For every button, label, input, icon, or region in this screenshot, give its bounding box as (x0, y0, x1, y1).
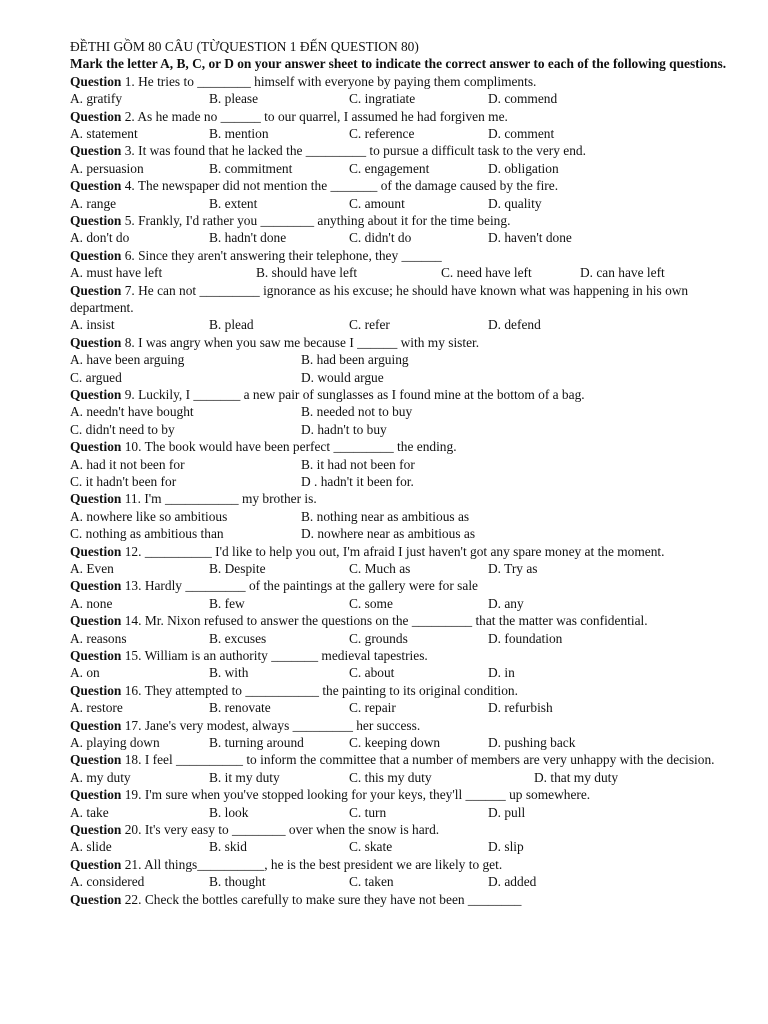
question-text: It's very easy to ________ over when the snow is hard. (144, 821, 440, 837)
answer-option-d[interactable]: D. slip (488, 839, 524, 855)
question-label: Question (70, 439, 122, 455)
answer-option-c[interactable]: C. grounds (349, 630, 408, 646)
question-stem (70, 438, 748, 455)
answer-option-d[interactable]: D. in (488, 665, 515, 681)
answer-options (70, 508, 748, 543)
answer-option-c[interactable]: C. repair (349, 700, 396, 716)
answer-option-b[interactable]: B. Despite (209, 561, 266, 577)
answer-option-b[interactable]: B. commitment (209, 160, 293, 176)
question-number: 10. (124, 439, 142, 455)
answer-option-d[interactable]: D. can have left (580, 265, 665, 281)
answer-option-d[interactable]: D. nowhere near as ambitious as (301, 526, 476, 542)
answer-option-b[interactable]: B. skid (209, 839, 247, 855)
answer-option-d[interactable]: D . hadn't it been for. (301, 474, 414, 489)
question-label: Question (70, 543, 122, 559)
answer-option-d[interactable]: D. that my duty (534, 769, 619, 785)
answer-options (70, 316, 748, 333)
answer-option-b[interactable]: B. nothing near as ambitious as (301, 508, 470, 524)
question-stem (70, 891, 748, 908)
question-text: It was found that he lacked the _________ to pursue a difficult task to the very end. (138, 143, 586, 159)
question-number: 16. (124, 682, 142, 698)
answer-option-a[interactable]: A. must have left (70, 265, 163, 281)
question-text: He tries to ________ himself with everyone by paying them compliments. (138, 73, 537, 89)
question-label: Question (70, 108, 122, 124)
answer-options (70, 804, 748, 821)
question-text: I was angry when you saw me because I ______ with my sister. (138, 334, 480, 350)
question-number: 17. (124, 717, 142, 733)
question-text: He can not _________ ignorance as his excuse; he should have known what was happening in his own department. (70, 282, 689, 315)
answer-option-d[interactable]: D. pushing back (488, 735, 576, 750)
answer-option-c[interactable]: C. refer (349, 317, 390, 333)
answer-option-b[interactable]: B. with (209, 665, 249, 681)
question-label: Question (70, 717, 122, 733)
question-label: Question (70, 682, 122, 698)
answer-options (70, 125, 748, 142)
answer-options (70, 90, 748, 107)
question-number: 3. (124, 143, 135, 159)
question-number: 22. (124, 891, 142, 907)
answer-option-a[interactable]: A. take (70, 804, 109, 820)
answer-option-b[interactable]: B. excuses (209, 630, 267, 646)
question-text: Check the bottles carefully to make sure they have not been ________ (144, 891, 522, 907)
answer-option-d[interactable]: D. would argue (301, 369, 384, 385)
question-stem (70, 821, 748, 838)
answer-option-c[interactable]: C. need have left (441, 265, 532, 281)
answer-options (70, 630, 748, 647)
answer-option-c[interactable]: C. engagement (349, 160, 430, 176)
answer-option-a[interactable]: A. none (70, 595, 113, 611)
answer-option-c[interactable]: C. Much as (349, 561, 411, 577)
question-text: The book would have been perfect _________ the ending. (144, 439, 457, 455)
answer-option-b[interactable]: B. renovate (209, 700, 271, 716)
question-text: I'm ___________ my brother is. (144, 491, 317, 507)
answer-option-a[interactable]: A. have been arguing (70, 352, 185, 368)
question-stem (70, 612, 748, 629)
question-text: Since they aren't answering their telephone, they ______ (138, 247, 442, 263)
answer-option-d[interactable]: D. hadn't to buy (301, 421, 387, 437)
answer-option-d[interactable]: D. obligation (488, 160, 559, 176)
answer-option-b[interactable]: B. mention (209, 126, 269, 142)
answer-options (70, 838, 748, 855)
answer-option-b[interactable]: B. extent (209, 195, 258, 211)
answer-option-a[interactable]: A. nowhere like so ambitious (70, 508, 228, 524)
answer-options (70, 595, 748, 612)
answer-option-d[interactable]: D. defend (488, 317, 541, 333)
question-stem (70, 212, 748, 229)
answer-option-a[interactable]: A. range (70, 195, 117, 211)
answer-option-d[interactable]: D. haven't done (488, 230, 572, 246)
answer-options (70, 664, 748, 681)
answer-option-c[interactable]: C. skate (349, 839, 393, 855)
answer-options (70, 264, 748, 281)
question-label: Question (70, 334, 122, 350)
answer-options (70, 456, 748, 491)
question-number: 20. (124, 821, 142, 837)
question-text: William is an authority _______ medieval tapestries. (144, 648, 428, 663)
answer-option-a[interactable]: A. on (70, 665, 100, 681)
question-stem (70, 73, 748, 90)
question-number: 18. (124, 752, 142, 768)
answer-option-a[interactable]: A. needn't have bought (70, 404, 194, 420)
answer-option-b[interactable]: B. it my duty (209, 769, 280, 785)
question-label: Question (70, 648, 122, 663)
answer-option-b[interactable]: B. needed not to buy (301, 404, 413, 420)
answer-options (70, 560, 748, 577)
question-stem (70, 751, 748, 768)
answer-option-c[interactable]: C. about (349, 665, 395, 681)
question-label: Question (70, 282, 122, 298)
answer-options (70, 403, 748, 438)
answer-options (70, 160, 748, 177)
answer-option-a[interactable]: A. had it not been for (70, 456, 185, 472)
answer-options (70, 769, 748, 786)
question-label: Question (70, 787, 122, 803)
answer-options (70, 351, 748, 386)
question-stem (70, 543, 748, 560)
question-number: 11. (124, 491, 141, 507)
answer-option-b[interactable]: B. turning around (209, 735, 304, 750)
answer-option-c[interactable]: C. amount (349, 195, 405, 211)
question-stem (70, 142, 748, 159)
answer-option-b[interactable]: B. had been arguing (301, 352, 409, 368)
answer-option-a[interactable]: A. Even (70, 561, 114, 577)
question-label: Question (70, 213, 122, 228)
answer-option-c[interactable]: C. nothing as ambitious than (70, 526, 224, 542)
question-number: 12. (124, 543, 142, 559)
question-text: They attempted to ___________ the painting to its original condition. (144, 682, 518, 698)
question-text: Hardly _________ of the paintings at the gallery were for sale (144, 578, 478, 594)
question-text: All things__________, he is the best president we are likely to get. (144, 856, 503, 872)
question-text: Mr. Nixon refused to answer the questions on the _________ that the matter was confidential. (144, 613, 648, 629)
question-label: Question (70, 856, 122, 872)
question-number: 8. (124, 334, 135, 350)
question-number: 21. (124, 856, 142, 872)
question-label: Question (70, 891, 122, 907)
question-stem (70, 717, 748, 734)
question-stem (70, 177, 748, 194)
exam-title: ĐỀTHI GỒM 80 CÂU (TỪQUESTION 1 ĐẾN QUESTION 80) (70, 39, 419, 54)
question-label: Question (70, 578, 122, 594)
answer-option-c[interactable]: C. didn't need to by (70, 421, 175, 437)
question-number: 14. (124, 613, 142, 629)
answer-option-d[interactable]: D. refurbish (488, 700, 553, 716)
answer-option-b[interactable]: B. please (209, 91, 259, 107)
question-text: __________ I'd like to help you out, I'm afraid I just haven't got any spare money at the moment. (144, 543, 665, 559)
question-text: I'm sure when you've stopped looking for your keys, they'll ______ up somewhere. (144, 787, 591, 803)
answer-options (70, 195, 748, 212)
answer-options (70, 734, 748, 751)
answer-options (70, 873, 748, 890)
question-label: Question (70, 178, 122, 194)
question-number: 13. (124, 578, 142, 594)
answer-option-a[interactable]: A. slide (70, 839, 112, 855)
question-number: 2. (124, 108, 135, 124)
answer-option-a[interactable]: A. persuasion (70, 160, 144, 176)
question-number: 4. (124, 178, 135, 194)
question-number: 9. (124, 387, 135, 402)
question-text: I feel __________ to inform the committee that a number of members are very unhappy with the decision. (144, 752, 715, 768)
question-label: Question (70, 821, 122, 837)
question-label: Question (70, 752, 122, 768)
question-stem (70, 247, 748, 264)
question-stem (70, 386, 748, 403)
question-stem (70, 282, 748, 317)
answer-option-d[interactable]: D. added (488, 874, 537, 890)
question-text: Jane's very modest, always _________ her success. (144, 717, 421, 733)
question-number: 5. (124, 213, 135, 228)
answer-option-a[interactable]: A. playing down (70, 735, 160, 750)
answer-option-d[interactable]: D. quality (488, 195, 542, 211)
answer-option-c[interactable]: C. some (349, 595, 393, 611)
question-number: 7. (124, 282, 135, 298)
answer-option-c[interactable]: C. taken (349, 874, 394, 890)
answer-option-c[interactable]: C. keeping down (349, 735, 441, 750)
question-stem (70, 577, 748, 594)
question-number: 6. (124, 247, 135, 263)
question-list (70, 73, 748, 908)
answer-option-d[interactable]: D. any (488, 595, 524, 611)
answer-option-d[interactable]: D. commend (488, 91, 558, 107)
answer-options (70, 699, 748, 716)
question-stem (70, 334, 748, 351)
question-text: Luckily, I _______ a new pair of sunglasses as I found mine at the bottom of a bag. (138, 387, 585, 402)
answer-option-b[interactable]: B. hadn't done (209, 230, 287, 246)
question-label: Question (70, 613, 122, 629)
answer-option-c[interactable]: C. it hadn't been for (70, 474, 177, 489)
answer-option-a[interactable]: A. insist (70, 317, 115, 333)
answer-option-a[interactable]: A. reasons (70, 630, 127, 646)
question-label: Question (70, 387, 122, 402)
answer-option-c[interactable]: C. turn (349, 804, 387, 820)
question-stem (70, 490, 748, 507)
question-number: 19. (124, 787, 142, 803)
question-stem (70, 682, 748, 699)
question-stem (70, 647, 748, 664)
answer-option-b[interactable]: B. plead (209, 317, 254, 333)
answer-options (70, 229, 748, 246)
answer-option-c[interactable]: C. this my duty (349, 769, 432, 785)
question-text: Frankly, I'd rather you ________ anything about it for the time being. (138, 213, 511, 228)
answer-option-a[interactable]: A. gratify (70, 91, 123, 107)
answer-option-c[interactable]: C. ingratiate (349, 91, 416, 107)
answer-option-c[interactable]: C. reference (349, 126, 415, 142)
answer-option-d[interactable]: D. pull (488, 804, 526, 820)
question-text: The newspaper did not mention the _______ of the damage caused by the fire. (137, 178, 559, 194)
answer-option-b[interactable]: B. look (209, 804, 249, 820)
question-stem (70, 108, 748, 125)
question-stem (70, 786, 748, 803)
answer-option-b[interactable]: B. it had not been for (301, 456, 415, 472)
question-number: 1. (124, 73, 135, 89)
question-stem (70, 856, 748, 873)
answer-option-d[interactable]: D. Try as (488, 561, 538, 577)
answer-option-b[interactable]: B. few (209, 595, 245, 611)
question-number: 15. (124, 648, 142, 663)
answer-option-b[interactable]: B. should have left (256, 265, 358, 281)
answer-option-c[interactable]: C. didn't do (349, 230, 412, 246)
answer-option-d[interactable]: D. comment (488, 126, 555, 142)
answer-option-a[interactable]: A. considered (70, 874, 145, 890)
question-label: Question (70, 143, 122, 159)
question-label: Question (70, 73, 122, 89)
question-label: Question (70, 247, 122, 263)
answer-option-a[interactable]: A. statement (70, 126, 138, 142)
exam-instruction: Mark the letter A, B, C, or D on your answer sheet to indicate the correct answer to each of the following questions. (70, 56, 727, 72)
answer-option-a[interactable]: A. my duty (70, 769, 131, 785)
answer-option-b[interactable]: B. thought (209, 874, 266, 890)
answer-option-d[interactable]: D. foundation (488, 630, 563, 646)
answer-option-c[interactable]: C. argued (70, 369, 122, 385)
question-label: Question (70, 491, 122, 507)
answer-option-a[interactable]: A. restore (70, 700, 123, 716)
question-text: As he made no ______ to our quarrel, I assumed he had forgiven me. (137, 108, 508, 124)
answer-option-a[interactable]: A. don't do (70, 230, 130, 246)
